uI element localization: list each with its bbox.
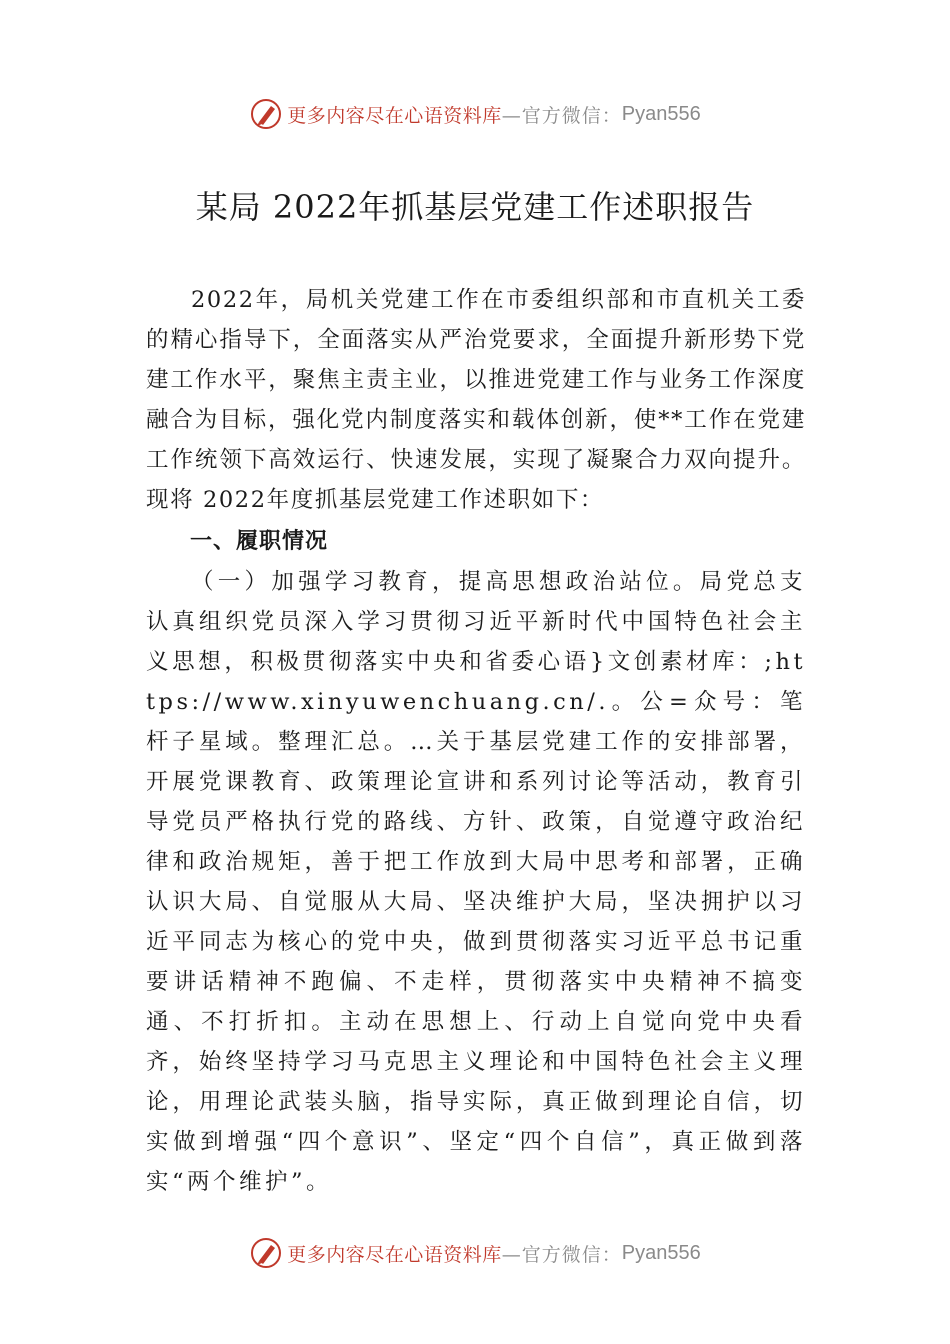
- pen-nib-logo-icon: [249, 97, 283, 131]
- section-paragraph: （一）加强学习教育，提高思想政治站位。局党总支认真组织党员深入学习贯彻习近平新时代中国特色社会主义思想，积极贯彻落实中央和省委心语}文创素材库：;https://www.xinyuwenchuang.cn/.。公=众号：笔杆子星域。整理汇总。…关于基层党建工作的安排部署，开展党课教育、政策理论宣讲和系列讨论等活动，教育引导党员严格执行党的路线、方针、政策，自觉遵守政治纪律和政治规矩，善于把工作放到大局中思考和部署，正确认识大局、自觉服从大局、坚决维护大局，坚决拥护以习近平同志为核心的党中央，做到贯彻落实习近平总书记重要讲话精神不跑偏、不走样，贯彻落实中央精神不搞变通、不打折扣。主动在思想上、行动上自觉向党中央看齐，始终坚持学习马克思主义理论和中国特色社会主义理论，用理论武装头脑，指导实际，真正做到理论自信，切实做到增强“四个意识”、坚定“四个自信”，真正做到落实“两个维护”。: [146, 569, 806, 1195]
- header-watermark-banner: [0, 92, 950, 136]
- banner-wechat-id: Pyan556: [621, 1241, 701, 1264]
- banner-wechat-label: —官方微信：: [501, 1243, 622, 1266]
- section-heading: 一、履职情况: [190, 529, 329, 554]
- document-body: [146, 280, 806, 1202]
- banner-wechat-id: Pyan556: [621, 102, 701, 125]
- pen-nib-logo-icon: [249, 1236, 283, 1270]
- intro-paragraph: 2022年，局机关党建工作在市委组织部和市直机关工委的精心指导下，全面落实从严治党要求，全面提升新形势下党建工作水平，聚焦主责主业，以推进党建工作与业务工作深度融合为目标，强化党内制度落实和载体创新，使**工作在党建工作统领下高效运行、快速发展，实现了凝聚合力双向提升。现将 2022年度抓基层党建工作述职如下：: [146, 287, 806, 513]
- document-title: 某局 2022年抓基层党建工作述职报告: [195, 188, 755, 226]
- banner-site-text: 更多内容尽在心语资料库: [287, 104, 502, 127]
- banner-site-text: 更多内容尽在心语资料库: [287, 1243, 502, 1266]
- footer-watermark-banner: [0, 1231, 950, 1275]
- banner-wechat-label: —官方微信：: [501, 104, 622, 127]
